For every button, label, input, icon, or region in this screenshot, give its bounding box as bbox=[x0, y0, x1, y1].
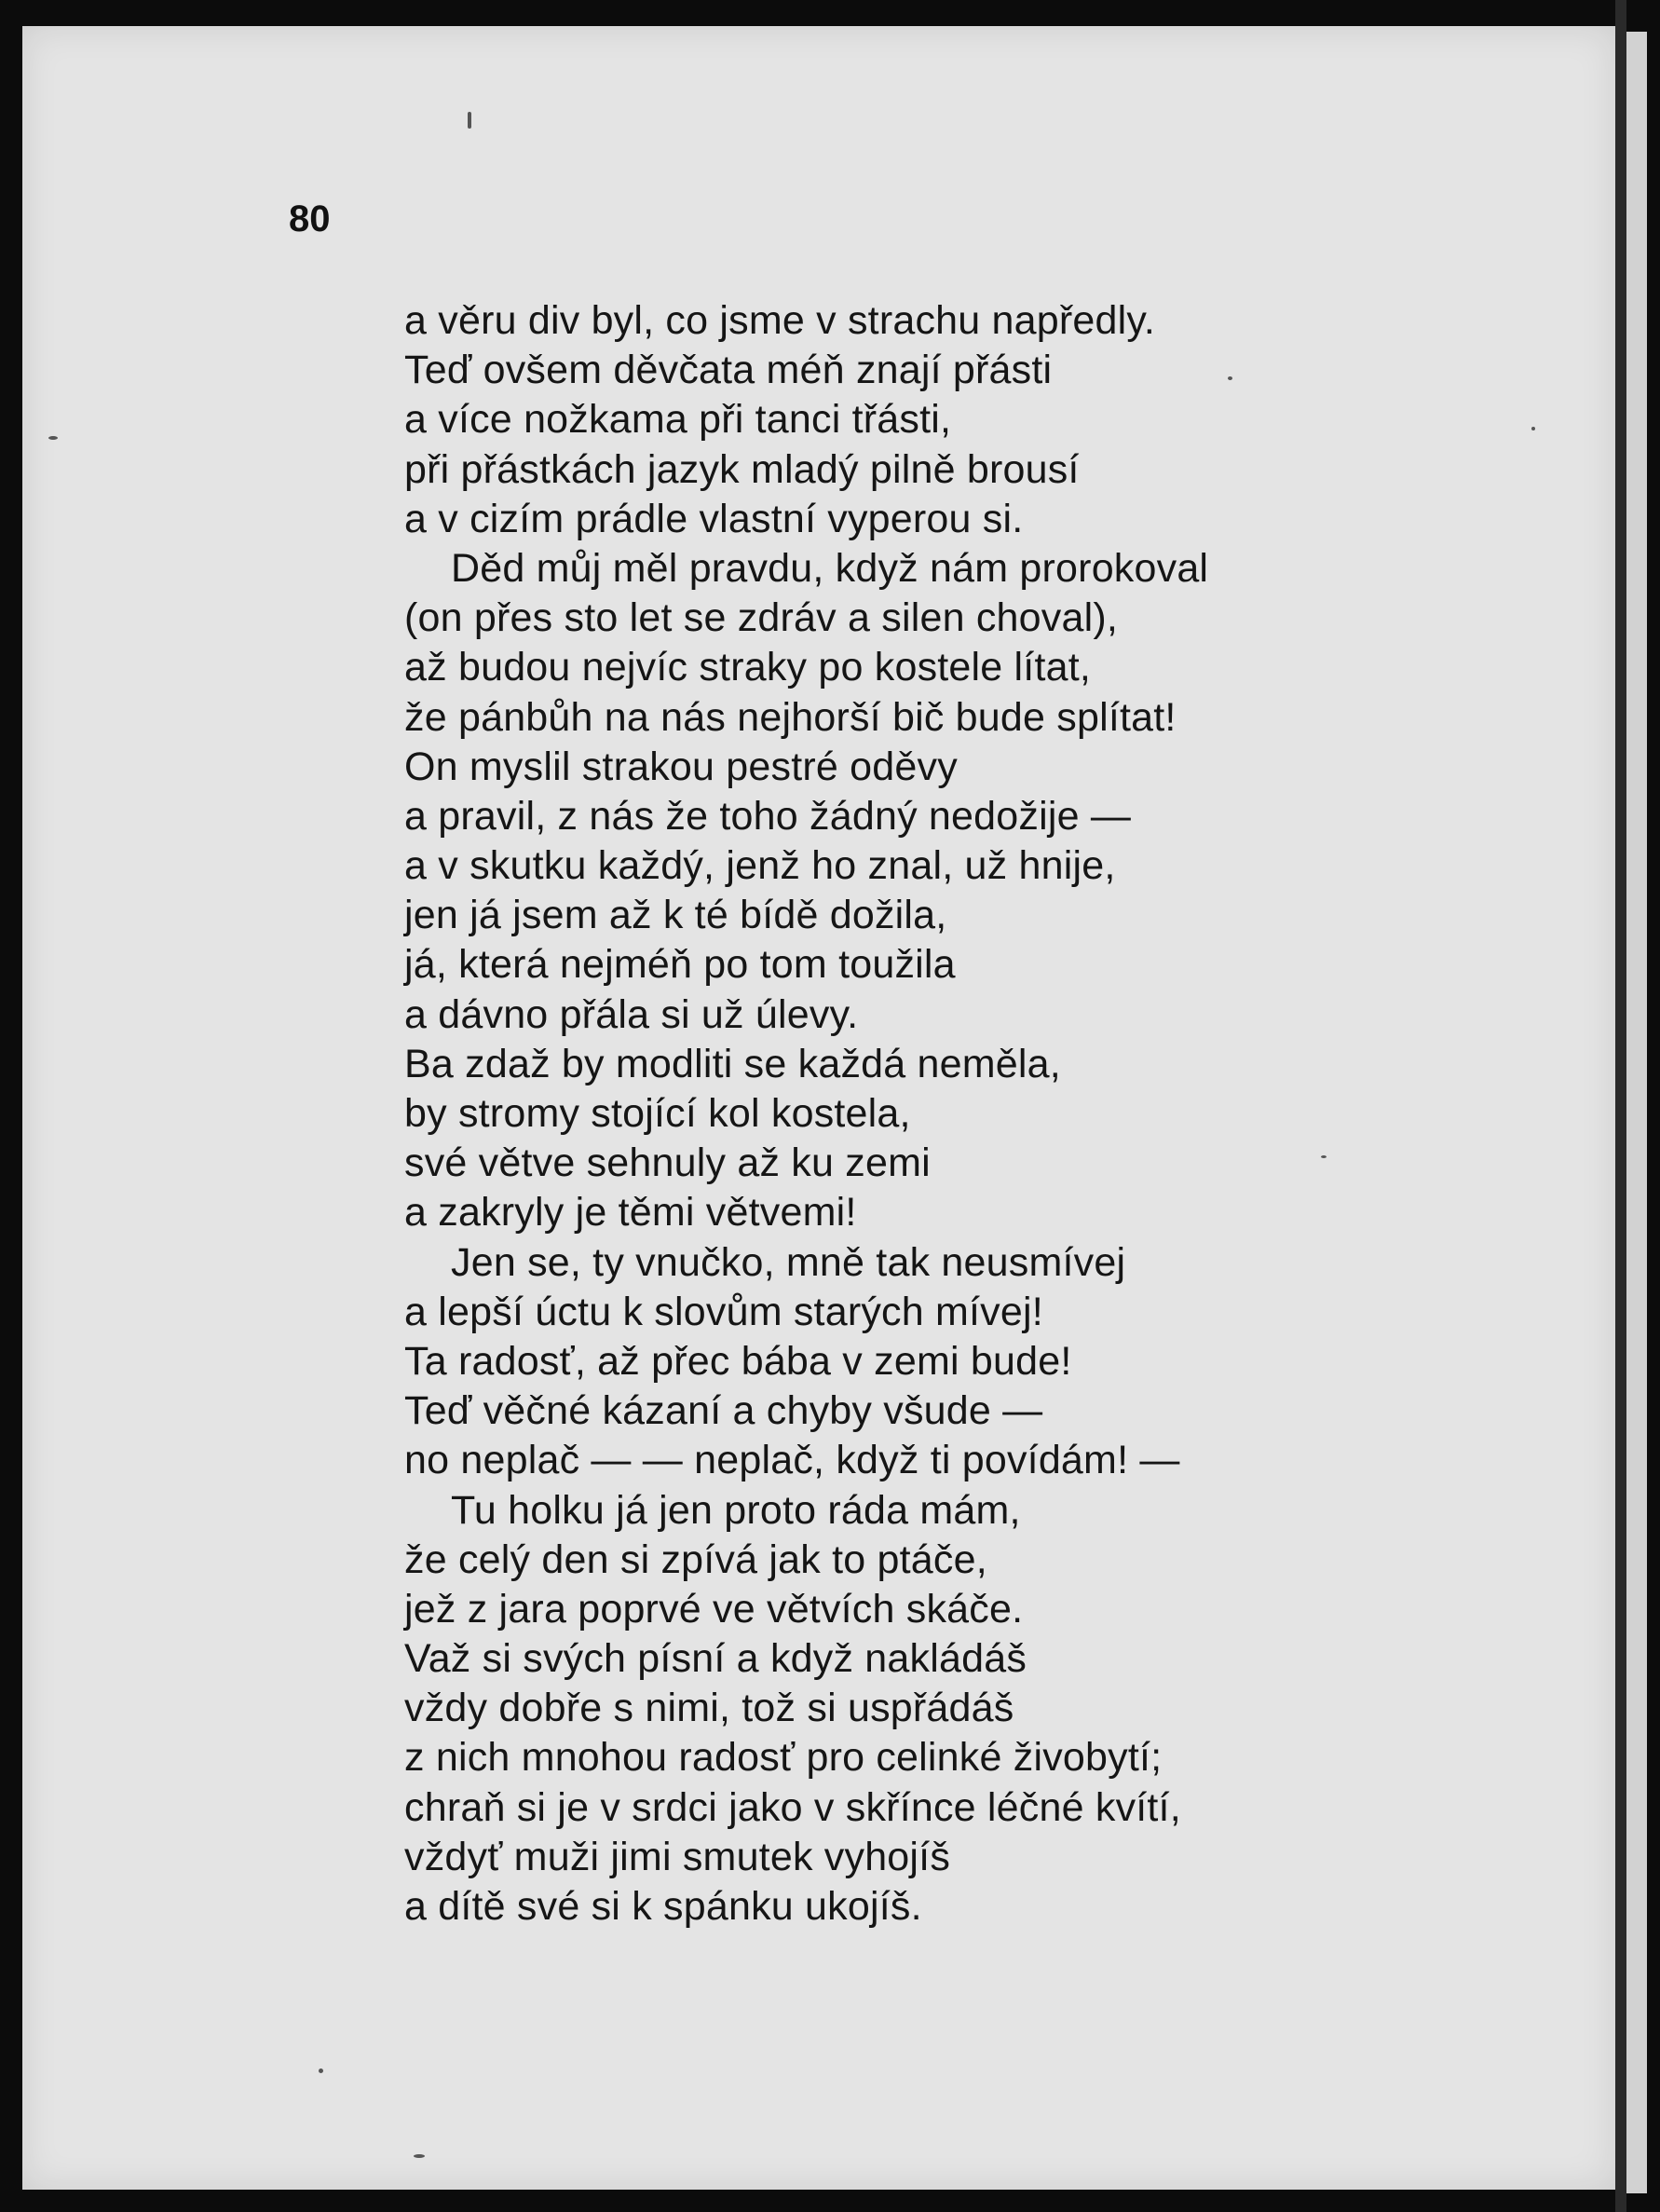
poem-line: Jen se, ty vnučko, mně tak neusmívej bbox=[451, 1239, 1126, 1285]
poem-line: (on přes sto let se zdráv a silen choval), bbox=[404, 595, 1119, 641]
poem-line: a lepší úctu k slovům starých mívej! bbox=[404, 1289, 1043, 1334]
ink-speck bbox=[1531, 427, 1535, 430]
poem-line: On myslil strakou pestré oděvy bbox=[404, 744, 958, 789]
poem-line: že celý den si zpívá jak to ptáče, bbox=[404, 1536, 987, 1582]
ink-speck bbox=[48, 436, 58, 440]
poem-line: by stromy stojící kol kostela, bbox=[404, 1091, 911, 1136]
poem-line: že pánbůh na nás nejhorší bič bude splítat! bbox=[404, 694, 1177, 740]
poem-line: z nich mnohou radosť pro celinké živobytí; bbox=[404, 1735, 1163, 1781]
poem-line: a v skutku každý, jenž ho znal, už hnije, bbox=[404, 843, 1116, 889]
poem-line: Teď věčné kázaní a chyby všude — bbox=[404, 1388, 1043, 1434]
poem-text-block bbox=[404, 296, 1373, 1932]
poem-line: no neplač — — neplač, když ti povídám! — bbox=[404, 1438, 1180, 1483]
ink-speck bbox=[468, 112, 471, 129]
poem-line: Ba zdaž by modliti se každá neměla, bbox=[404, 1041, 1061, 1086]
poem-line: Važ si svých písní a když nakládáš bbox=[404, 1636, 1027, 1682]
poem-line: vždyť muži jimi smutek vyhojíš bbox=[404, 1834, 951, 1879]
ink-speck bbox=[319, 2069, 323, 2073]
poem-line: až budou nejvíc straky po kostele lítat, bbox=[404, 645, 1092, 690]
poem-line: a zakryly je těmi větvemi! bbox=[404, 1190, 857, 1236]
poem-line: Tu holku já jen proto ráda mám, bbox=[451, 1487, 1021, 1533]
poem-line: a v cizím prádle vlastní vyperou si. bbox=[404, 496, 1024, 541]
poem-line: jež z jara poprvé ve větvích skáče. bbox=[404, 1586, 1024, 1632]
poem-line: Teď ovšem děvčata méň znají přásti bbox=[404, 348, 1053, 393]
page-gutter-shadow bbox=[1615, 0, 1626, 2212]
ink-speck bbox=[414, 2154, 425, 2158]
page-number: 80 bbox=[289, 198, 331, 239]
poem-line: já, která nejméň po tom toužila bbox=[404, 942, 956, 988]
adjacent-page-edge bbox=[1626, 32, 1647, 2193]
poem-line: své větve sehnuly až ku zemi bbox=[404, 1140, 931, 1186]
poem-line: při přástkách jazyk mladý pilně brousí bbox=[404, 446, 1080, 492]
poem-line: chraň si je v srdci jako v skřínce léčné kvítí, bbox=[404, 1784, 1181, 1830]
poem-line: a více nožkama při tanci třásti, bbox=[404, 397, 952, 443]
poem-line: a dítě své si k spánku ukojíš. bbox=[404, 1884, 922, 1929]
poem-line: a dávno přála si už úlevy. bbox=[404, 991, 859, 1037]
poem-line: vždy dobře s nimi, tož si uspřádáš bbox=[404, 1686, 1014, 1731]
poem-line: a věru div byl, co jsme v strachu napředly. bbox=[404, 298, 1156, 343]
poem-line: Ta radosť, až přec bába v zemi bude! bbox=[404, 1338, 1072, 1384]
poem-line: a pravil, z nás že toho žádný nedožije — bbox=[404, 793, 1132, 839]
poem-line: Děd můj měl pravdu, když nám prorokoval bbox=[451, 545, 1209, 591]
poem-line: jen já jsem až k té bídě dožila, bbox=[404, 893, 947, 938]
